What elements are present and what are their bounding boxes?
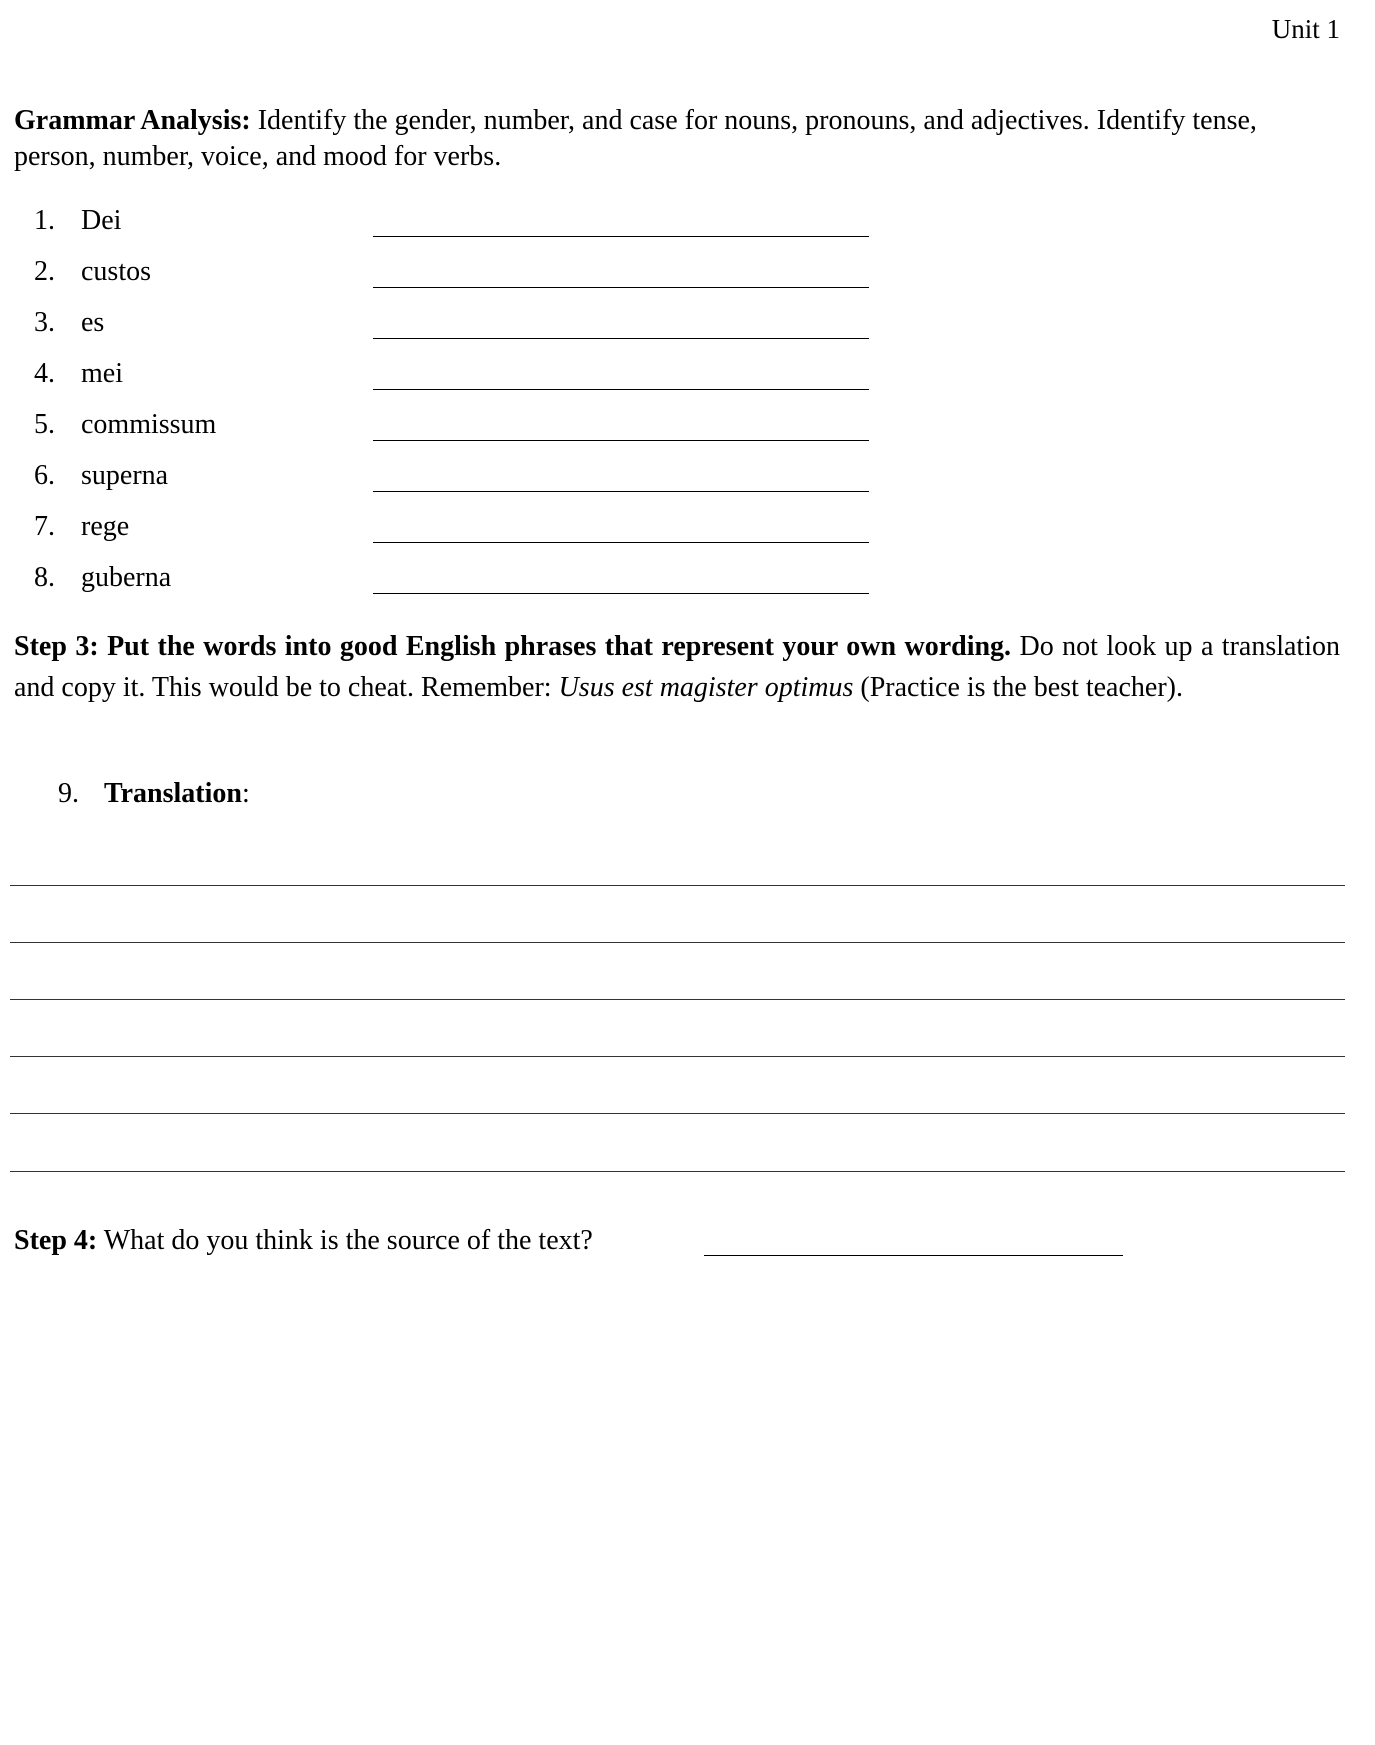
step3-heading: Step 3: Put the words into good English phrases that represent your own wording. — [14, 631, 1012, 662]
grammar-analysis-heading: Grammar Analysis: — [14, 105, 251, 136]
item-number: 1. — [34, 205, 55, 236]
answer-line-3[interactable] — [373, 338, 869, 339]
answer-line-6[interactable] — [373, 491, 869, 492]
translation-line-3[interactable] — [10, 999, 1345, 1000]
step4-heading: Step 4: — [14, 1225, 98, 1256]
answer-line-8[interactable] — [373, 593, 869, 594]
translation-line-1[interactable] — [10, 885, 1345, 886]
answer-line-5[interactable] — [373, 440, 869, 441]
translation-line-2[interactable] — [10, 942, 1345, 943]
answer-line-1[interactable] — [373, 236, 869, 237]
answer-line-2[interactable] — [373, 287, 869, 288]
item-word: superna — [81, 460, 169, 491]
item-number: 2. — [34, 256, 55, 287]
step3-text-end: (Practice is the best teacher). — [853, 672, 1183, 703]
item-word: commissum — [81, 409, 217, 440]
item-number: 4. — [34, 358, 55, 389]
latin-quote: Usus est magister optimus — [558, 672, 854, 703]
item-number: 3. — [34, 307, 55, 338]
unit-label: Unit 1 — [1271, 14, 1340, 44]
item-word: mei — [81, 358, 123, 389]
item-number: 5. — [34, 409, 55, 440]
grammar-analysis-text: Identify the gender, number, and case for nouns, pronouns, and adjectives. Identify tense, person, number, voice, and mood for verbs. — [14, 105, 1257, 172]
translation-line-4[interactable] — [10, 1056, 1345, 1057]
item-word: rege — [81, 511, 130, 542]
translation-number: 9. — [58, 778, 79, 809]
item-number: 6. — [34, 460, 55, 491]
step3-instructions — [14, 626, 1340, 708]
step4-text: What do you think is the source of the text? — [97, 1225, 593, 1256]
translation-line-5[interactable] — [10, 1113, 1345, 1114]
item-word: Dei — [81, 205, 122, 236]
answer-line-7[interactable] — [373, 542, 869, 543]
step3-text: Do not look up a translation and copy it. This would be to cheat. Remember: — [14, 631, 1340, 703]
translation-line-6[interactable] — [10, 1171, 1345, 1172]
item-number: 7. — [34, 511, 55, 542]
translation-colon: : — [241, 778, 250, 809]
answer-line-4[interactable] — [373, 389, 869, 390]
item-word: custos — [81, 256, 151, 287]
source-answer-line[interactable] — [704, 1255, 1123, 1256]
translation-question — [58, 778, 250, 810]
translation-label: Translation — [104, 778, 242, 809]
item-number: 8. — [34, 562, 55, 593]
item-word: guberna — [81, 562, 172, 593]
step4-question — [14, 1225, 593, 1257]
grammar-analysis-instructions — [14, 103, 1344, 175]
item-word: es — [81, 307, 105, 338]
